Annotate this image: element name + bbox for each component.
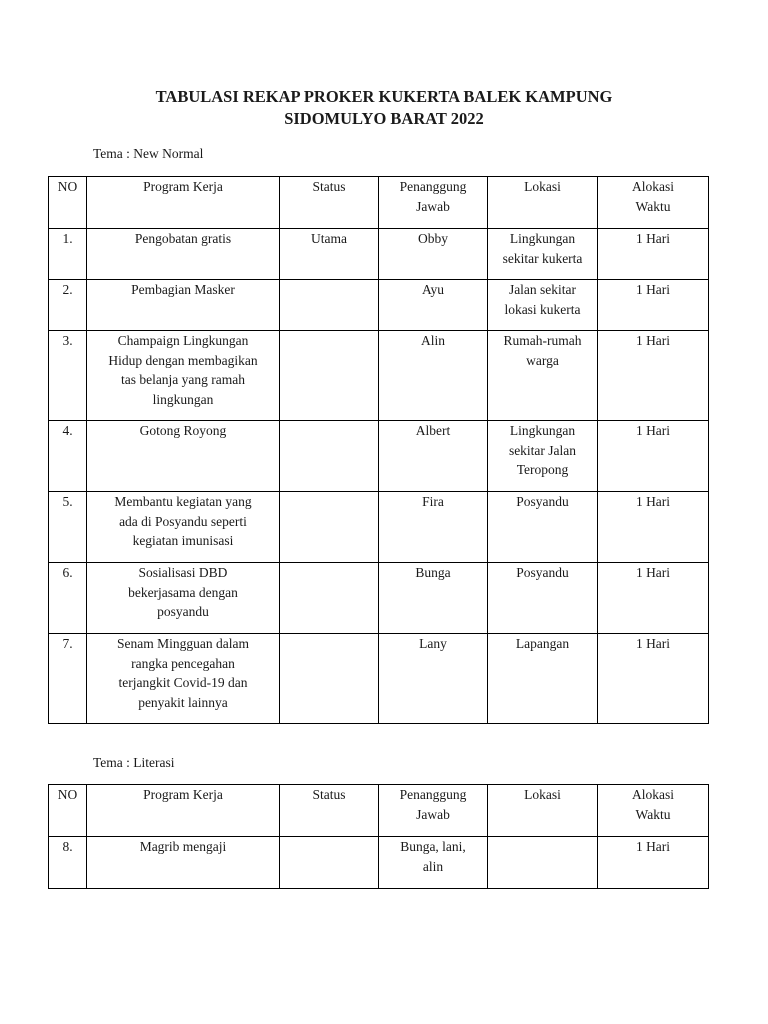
cell-no: 3. xyxy=(49,331,87,421)
table-row xyxy=(49,634,709,724)
cell-program xyxy=(87,421,280,492)
cell-lokasi xyxy=(488,563,598,634)
document-title xyxy=(0,86,768,130)
table-row xyxy=(49,563,709,634)
header-status: Status xyxy=(280,785,379,837)
cell-no: 5. xyxy=(49,492,87,563)
table-row xyxy=(49,331,709,421)
header-program: Program Kerja xyxy=(87,177,280,229)
table-new-normal xyxy=(48,176,709,724)
cell-no: 4. xyxy=(49,421,87,492)
cell-program xyxy=(87,280,280,331)
cell-program-line: penyakit lainnya xyxy=(138,694,228,710)
cell-lokasi xyxy=(488,837,598,889)
header-penanggung-line-2: Jawab xyxy=(416,806,450,822)
cell-program-line: Senam Mingguan dalam xyxy=(117,636,249,651)
header-alokasi-waktu xyxy=(598,177,709,229)
cell-program-line: kegiatan imunisasi xyxy=(132,533,234,548)
header-penanggung-line-2: Jawab xyxy=(416,198,450,214)
theme-literasi: Tema : Literasi xyxy=(93,755,175,770)
cell-lokasi xyxy=(488,492,598,563)
cell-program-line: posyandu xyxy=(157,604,209,619)
cell-no: 2. xyxy=(49,280,87,331)
header-penanggung-jawab xyxy=(379,177,488,229)
cell-no: 6. xyxy=(49,563,87,634)
cell-lokasi-line: lokasi kukerta xyxy=(504,301,581,317)
cell-penanggung-jawab-line: Bunga xyxy=(415,565,451,580)
cell-lokasi xyxy=(488,421,598,492)
header-alokasi-line-2: Waktu xyxy=(635,806,671,822)
cell-lokasi xyxy=(488,280,598,331)
cell-program-line: Pembagian Masker xyxy=(131,282,235,297)
cell-penanggung-jawab-line: Obby xyxy=(418,231,448,246)
cell-program-line: Pengobatan gratis xyxy=(134,231,232,246)
cell-penanggung-jawab xyxy=(379,634,488,724)
cell-lokasi-line: Lingkungan xyxy=(509,231,576,246)
cell-penanggung-jawab xyxy=(379,229,488,280)
cell-penanggung-jawab-line: Ayu xyxy=(421,282,444,297)
table-row xyxy=(49,421,709,492)
cell-program-line: Hidup dengan membagikan xyxy=(108,352,258,368)
cell-program-line: Membantu kegiatan yang xyxy=(114,494,252,509)
cell-program-line: lingkungan xyxy=(152,391,214,407)
header-lokasi: Lokasi xyxy=(488,177,598,229)
cell-program-line: terjangkit Covid-19 dan xyxy=(118,675,248,690)
cell-penanggung-jawab xyxy=(379,563,488,634)
table-row xyxy=(49,229,709,280)
cell-alokasi-waktu: 1 Hari xyxy=(598,634,709,724)
header-alokasi-line-2: Waktu xyxy=(635,198,671,214)
header-program: Program Kerja xyxy=(87,785,280,837)
cell-lokasi-line: Posyandu xyxy=(516,494,569,509)
cell-program xyxy=(87,634,280,724)
cell-program xyxy=(87,331,280,421)
header-penanggung-line-1: Penanggung xyxy=(399,179,467,194)
table-row xyxy=(49,837,709,889)
cell-lokasi xyxy=(488,331,598,421)
cell-lokasi-line: sekitar kukerta xyxy=(502,250,583,266)
cell-penanggung-jawab xyxy=(379,421,488,492)
cell-alokasi-waktu: 1 Hari xyxy=(598,331,709,421)
cell-program-line: bekerjasama dengan xyxy=(128,584,238,600)
header-alokasi-waktu xyxy=(598,785,709,837)
cell-status xyxy=(280,280,379,331)
cell-lokasi-line: Lapangan xyxy=(515,636,570,651)
cell-lokasi-line: Teropong xyxy=(516,462,569,477)
title-line-1: TABULASI REKAP PROKER KUKERTA BALEK KAMPUNG xyxy=(155,87,613,106)
cell-program xyxy=(87,837,280,889)
cell-program xyxy=(87,563,280,634)
header-lokasi: Lokasi xyxy=(488,785,598,837)
cell-status xyxy=(280,837,379,889)
cell-lokasi xyxy=(488,229,598,280)
cell-status xyxy=(280,421,379,492)
header-no: NO xyxy=(49,177,87,229)
cell-program-line: Gotong Royong xyxy=(139,423,227,438)
cell-alokasi-waktu: 1 Hari xyxy=(598,280,709,331)
cell-status xyxy=(280,492,379,563)
header-penanggung-jawab xyxy=(379,785,488,837)
cell-status xyxy=(280,563,379,634)
cell-program-line: Magrib mengaji xyxy=(139,839,227,854)
cell-lokasi-line: Lingkungan xyxy=(509,423,576,438)
cell-penanggung-jawab-line: alin xyxy=(422,858,444,874)
cell-lokasi-line: sekitar Jalan xyxy=(508,442,577,458)
header-status: Status xyxy=(280,177,379,229)
cell-penanggung-jawab-line: Bunga, lani, xyxy=(400,839,466,854)
cell-alokasi-waktu: 1 Hari xyxy=(598,421,709,492)
table-literasi xyxy=(48,784,709,889)
cell-program-line: tas belanja yang ramah xyxy=(120,372,246,387)
title-line-2: SIDOMULYO BARAT 2022 xyxy=(284,109,484,128)
cell-program xyxy=(87,492,280,563)
cell-program-line: ada di Posyandu seperti xyxy=(119,513,247,529)
cell-alokasi-waktu: 1 Hari xyxy=(598,229,709,280)
cell-program-line: Sosialisasi DBD xyxy=(138,565,228,580)
header-alokasi-line-1: Alokasi xyxy=(632,179,674,194)
cell-status xyxy=(280,634,379,724)
theme-new-normal: Tema : New Normal xyxy=(93,146,204,161)
cell-penanggung-jawab-line: Lany xyxy=(419,636,447,651)
cell-penanggung-jawab-line: Albert xyxy=(415,423,451,438)
header-no: NO xyxy=(49,785,87,837)
cell-program-line: rangka pencegahan xyxy=(131,655,235,671)
cell-alokasi-waktu: 1 Hari xyxy=(598,837,709,889)
cell-no: 8. xyxy=(49,837,87,889)
cell-penanggung-jawab xyxy=(379,280,488,331)
cell-penanggung-jawab xyxy=(379,331,488,421)
cell-penanggung-jawab xyxy=(379,492,488,563)
cell-penanggung-jawab xyxy=(379,837,488,889)
cell-lokasi xyxy=(488,634,598,724)
cell-lokasi-line: Posyandu xyxy=(516,565,569,580)
table-row xyxy=(49,492,709,563)
cell-lokasi-line: Rumah-rumah xyxy=(503,333,582,348)
cell-alokasi-waktu: 1 Hari xyxy=(598,492,709,563)
cell-status xyxy=(280,331,379,421)
table-row xyxy=(49,280,709,331)
cell-no: 7. xyxy=(49,634,87,724)
cell-program xyxy=(87,229,280,280)
cell-no: 1. xyxy=(49,229,87,280)
table-header-row xyxy=(49,177,709,229)
cell-penanggung-jawab-line: Fira xyxy=(422,494,444,509)
header-penanggung-line-1: Penanggung xyxy=(399,787,467,802)
cell-lokasi-line: warga xyxy=(526,352,559,368)
cell-alokasi-waktu: 1 Hari xyxy=(598,563,709,634)
cell-penanggung-jawab-line: Alin xyxy=(420,333,445,348)
header-alokasi-line-1: Alokasi xyxy=(632,787,674,802)
cell-status: Utama xyxy=(280,229,379,280)
table-header-row xyxy=(49,785,709,837)
cell-program-line: Champaign Lingkungan xyxy=(117,333,249,348)
cell-lokasi-line: Jalan sekitar xyxy=(508,282,577,297)
